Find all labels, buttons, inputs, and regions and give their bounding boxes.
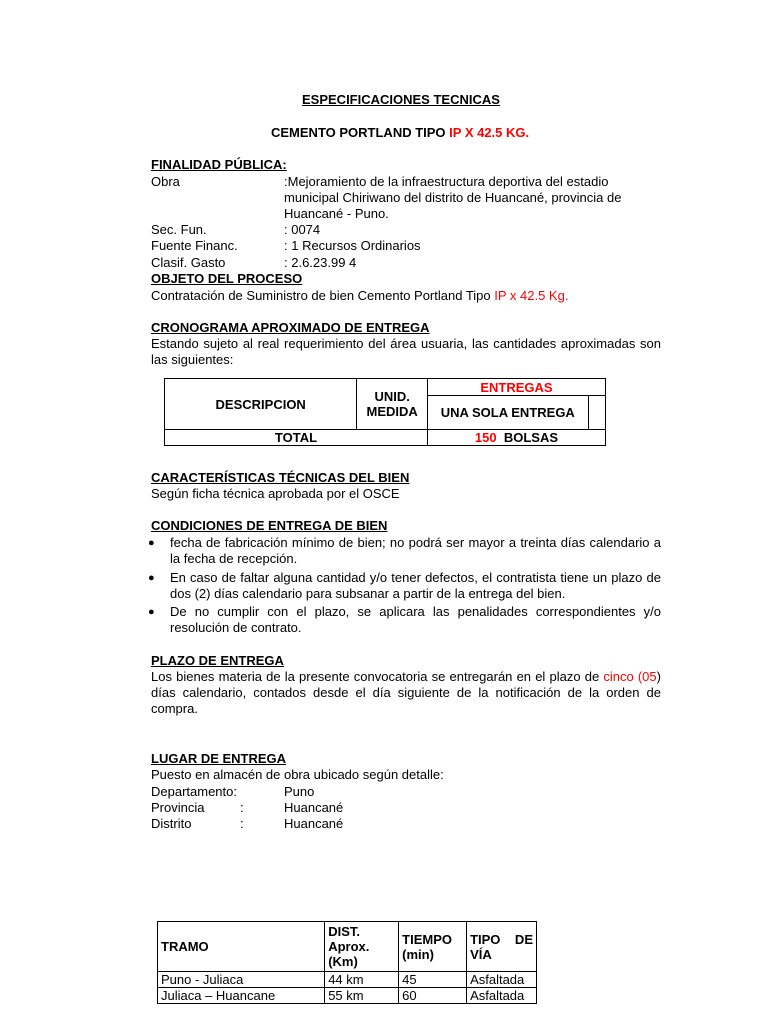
- distrito-colon: :: [240, 816, 244, 831]
- fuente-value: : 1 Recursos Ordinarios: [284, 238, 421, 253]
- table-row-cell: Juliaca – Huancane: [158, 988, 325, 1004]
- departamento-label: Departamento:: [151, 784, 237, 799]
- subtitle-red-text: IP X 42.5 KG.: [449, 125, 530, 140]
- plazo-text-a: Los bienes materia de la presente convocatoria se entregarán en el plazo de: [151, 669, 604, 684]
- cronograma-heading: CRONOGRAMA APROXIMADO DE ENTREGA: [151, 320, 430, 335]
- finalidad-heading: FINALIDAD PÚBLICA:: [151, 157, 287, 172]
- plazo-text-red: cinco (05: [603, 669, 657, 684]
- lugar-text: Puesto en almacén de obra ubicado según detalle:: [151, 767, 444, 782]
- fuente-label: Fuente Financ.: [151, 238, 238, 253]
- table-row-cell: 45: [399, 972, 467, 988]
- table-row-cell: 44 km: [325, 972, 399, 988]
- provincia-value: Huancané: [284, 800, 344, 815]
- obra-value-line-3: Huancané - Puno.: [284, 206, 389, 221]
- lugar-heading: LUGAR DE ENTREGA: [151, 751, 287, 766]
- provincia-label: Provincia: [151, 800, 205, 815]
- header-dist: DIST. Aprox. (Km): [325, 922, 399, 972]
- empty-cell: [588, 396, 605, 430]
- tramos-table: [157, 921, 537, 1004]
- document-title: ESPECIFICACIONES TECNICAS: [302, 92, 500, 107]
- distrito-label: Distrito: [151, 816, 192, 831]
- table-row-cell: Asfaltada: [467, 972, 537, 988]
- table-row-cell: Puno - Juliaca: [158, 972, 325, 988]
- cronograma-text: Estando sujeto al real requerimiento del área usuaria, las cantidades aproximadas son las siguientes:: [151, 336, 661, 367]
- distrito-value: Huancané: [284, 816, 344, 831]
- total-label: TOTAL: [165, 430, 428, 446]
- col-descripcion: DESCRIPCION: [165, 379, 357, 430]
- bullet-icon: ●: [148, 606, 155, 618]
- table-row-cell: 60: [399, 988, 467, 1004]
- plazo-text-b: ) días calendario, contados desde el día siguiente de la notificación de la orden de compra.: [151, 669, 661, 716]
- clasif-value: : 2.6.23.99 4: [284, 255, 357, 270]
- table-row-cell: 55 km: [325, 988, 399, 1004]
- entregas-table: [164, 378, 606, 446]
- objeto-text-main: Contratación de Suministro de bien Cemento Portland Tipo: [151, 288, 495, 303]
- col-unidad: UNID. MEDIDA: [357, 379, 428, 430]
- subtitle-text: CEMENTO PORTLAND TIPO: [271, 125, 450, 140]
- header-tipo-via: TIPO DE VÍA: [467, 922, 537, 972]
- table-row-cell: Asfaltada: [467, 988, 537, 1004]
- sec-fun-value: : 0074: [284, 222, 321, 237]
- col-una-sola-entrega: UNA SOLA ENTREGA: [427, 396, 588, 430]
- condiciones-heading: CONDICIONES DE ENTREGA DE BIEN: [151, 518, 388, 533]
- header-tramo: TRAMO: [158, 922, 325, 972]
- obra-value-line-2: municipal Chiriwano del distrito de Huancané, provincia de: [284, 190, 622, 205]
- condicion-item-3: De no cumplir con el plazo, se aplicara las penalidades correspondientes y/o resolución de contrato.: [170, 604, 661, 635]
- clasif-label: Clasif. Gasto: [151, 255, 226, 270]
- objeto-heading: OBJETO DEL PROCESO: [151, 271, 303, 286]
- total-value: [427, 430, 605, 446]
- departamento-value: Puno: [284, 784, 315, 799]
- document-subtitle: [271, 125, 529, 141]
- obra-value-line-1: :Mejoramiento de la infraestructura deportiva del estadio: [284, 174, 609, 189]
- objeto-text-red: IP x 42.5 Kg.: [494, 288, 569, 303]
- plazo-text: [151, 669, 661, 717]
- header-tiempo: TIEMPO (min): [399, 922, 467, 972]
- condicion-item-1: fecha de fabricación mínimo de bien; no podrá ser mayor a treinta días calendario a la fecha de recepción.: [170, 535, 661, 566]
- plazo-heading: PLAZO DE ENTREGA: [151, 653, 284, 668]
- sec-fun-label: Sec. Fun.: [151, 222, 207, 237]
- bullet-icon: ●: [148, 572, 155, 584]
- provincia-colon: :: [240, 800, 244, 815]
- col-entregas: ENTREGAS: [427, 379, 605, 396]
- condicion-item-2: En caso de faltar alguna cantidad y/o tener defectos, el contratista tiene un plazo de dos (2) días calendario para subsanar a partir de la entrega del bien.: [170, 570, 661, 601]
- obra-label: Obra: [151, 174, 180, 189]
- caracteristicas-text: Según ficha técnica aprobada por el OSCE: [151, 486, 400, 501]
- objeto-text: [151, 288, 568, 304]
- caracteristicas-heading: CARACTERÍSTICAS TÉCNICAS DEL BIEN: [151, 470, 410, 485]
- total-unit: BOLSAS: [503, 430, 559, 445]
- bullet-icon: ●: [148, 537, 155, 549]
- total-qty: 150: [474, 430, 497, 445]
